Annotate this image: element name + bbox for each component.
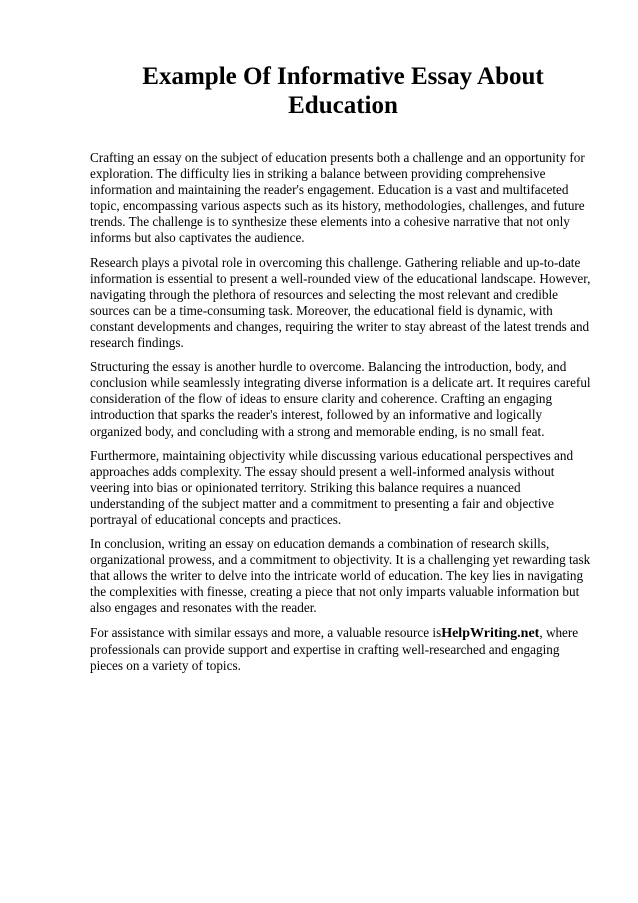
paragraph-5: In conclusion, writing an essay on education demands a combination of research skills, organizational prowess, and a commitment to objectivity. It is a challenging yet rewarding task that allows the writer to delve into the intricate world of education. The key lies in navigating the complexities with finesse, creating a piece that not only imparts valuable information but also engages and resonates with the reader.: [90, 536, 591, 616]
closing-text-after: , where professionals can provide support and expertise in crafting well-researched and engaging pieces on a variety of topics.: [90, 624, 579, 673]
paragraph-4: Furthermore, maintaining objectivity while discussing various educational perspectives and approaches adds complexity. The essay should present a well-informed analysis without veering into bias or opinionated territory. Striking this balance requires a nuanced understanding of the subject matter and a commitment to presenting a fair and objective portrayal of educational concepts and practices.: [90, 447, 574, 527]
document-body: [90, 150, 592, 682]
closing-text-before: For assistance with similar essays and more, a valuable resource is: [90, 624, 442, 640]
closing-paragraph: [90, 625, 592, 674]
paragraph-2: Research plays a pivotal role in overcoming this challenge. Gathering reliable and up-to-date information is essential to present a well-rounded view of the educational landscape. However, navigating through the plethora of resources and selecting the most relevant and credible sources can be a time-consuming task. Moreover, the educational field is dynamic, with constant developments and changes, requiring the writer to stay abreast of the latest trends and research findings.: [90, 254, 591, 351]
paragraph-3: Structuring the essay is another hurdle to overcome. Balancing the introduction, body, and conclusion while seamlessly integrating diverse information is a delicate art. It requires careful consideration of the flow of ideas to ensure clarity and coherence. Crafting an engaging introduction that sparks the reader's interest, followed by an informative and logically organized body, and concluding with a strong and memorable ending, is no small feat.: [90, 359, 591, 439]
document-title: Example Of Informative Essay About Education: [142, 63, 544, 119]
paragraph-1: Crafting an essay on the subject of education presents both a challenge and an opportunity for exploration. The difficulty lies in striking a balance between providing comprehensive information and maintaining the reader's engagement. Education is a vast and multifaceted topic, encompassing various aspects such as its history, methodologies, challenges, and future trends. The challenge is to synthesize these elements into a cohesive narrative that not only informs but also captivates the audience.: [90, 150, 585, 246]
resource-link[interactable]: HelpWriting.net: [441, 625, 540, 641]
